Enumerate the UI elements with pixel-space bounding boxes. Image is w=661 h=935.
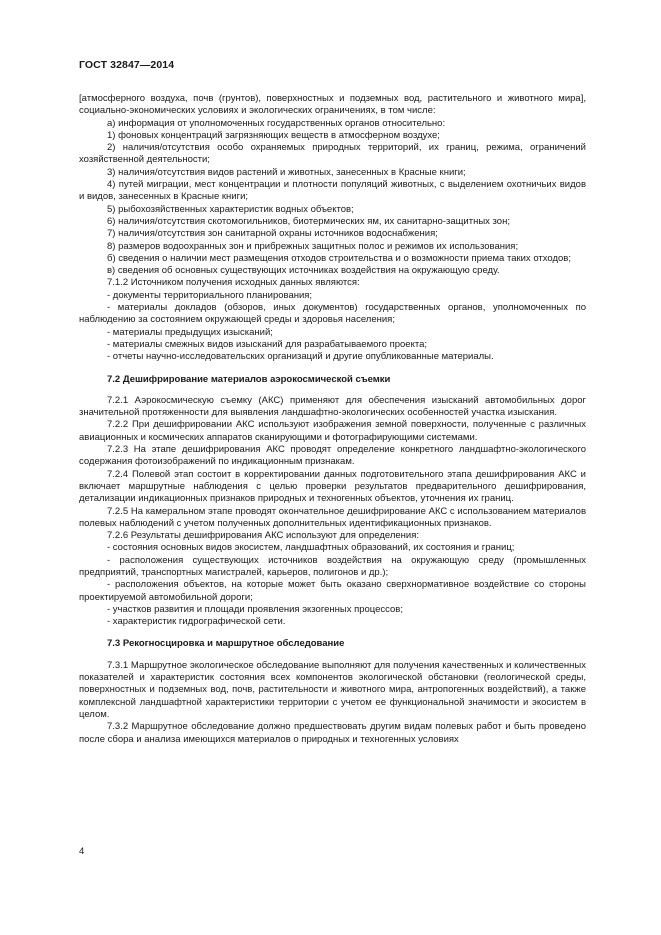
list-item: - расположения существующих источников воздействия на окружающую среду (промышленных предприятий, транспортных магистралей, карьеров, полигонов и др.); xyxy=(79,554,586,578)
paragraph: 7.3.1 Маршрутное экологическое обследование выполняют для получения качественных и количественных показателей и характеристик состояния всех компонентов экологической обстановки (геологической среды, поверхностных и подземных вод, почв, растительности и животного мира, антропогенных воздействий), а также комплексной ландшафтной характеристики территории с учетом ее функциональной значимости и экосистем в целом. xyxy=(79,659,586,720)
page-number: 4 xyxy=(79,846,85,857)
paragraph: б) сведения о наличии мест размещения отходов строительства и о возможности приема таких отходов; xyxy=(107,252,571,264)
paragraph: 7.3.2 Маршрутное обследование должно предшествовать другим видам полевых работ и быть проведено после сбора и анализа имеющихся материалов о природных и техногенных условиях xyxy=(79,721,586,745)
list-item: 4) путей миграции, мест концентрации и плотности популяций животных, с выделением охотничьих видов и видов, занесенных в Красные книги; xyxy=(79,179,586,203)
list-item: 6) наличия/отсутствия скотомогильников, биотермических ям, их санитарно-защитных зон; xyxy=(107,215,510,227)
list-item: - расположения объектов, на которые может быть оказано сверхнормативное воздействие со стороны проектируемой автомобильной дороги; xyxy=(79,579,586,603)
paragraph: [атмосферного воздуха, почв (грунтов), поверхностных и подземных вод, растительного и животного мира], социально-экономических условиях и экологических ограничениях, в том числе: xyxy=(79,93,586,117)
list-item: 7) наличия/отсутствия зон санитарной охраны источников водоснабжения; xyxy=(107,228,438,240)
paragraph: 7.2.6 Результаты дешифрирования АКС используют для определения: xyxy=(107,530,419,542)
list-item: 1) фоновых концентраций загрязняющих веществ в атмосферном воздухе; xyxy=(107,129,440,141)
list-item: - документы территориального планирования; xyxy=(107,289,313,301)
list-item: - материалы предыдущих изысканий; xyxy=(107,326,273,338)
paragraph: 7.1.2 Источником получения исходных данных являются: xyxy=(107,277,360,289)
list-item: - характеристик гидрографической сети. xyxy=(107,616,286,628)
list-item: - отчеты научно-исследовательских организаций и другие опубликованные материалы. xyxy=(107,351,494,363)
paragraph: 7.2.5 На камеральном этапе проводят окончательное дешифрирование АКС с использованием материалов полевых наблюдений с учетом полученных дополнительных идентификационных признаков. xyxy=(79,505,586,529)
document-header: ГОСТ 32847—2014 xyxy=(79,59,175,71)
paragraph: 7.2.3 На этапе дешифрирования АКС проводят определение конкретного ландшафтно-экологического содержания фотоизображений по индикационным признакам. xyxy=(79,444,586,468)
section-heading-7-2: 7.2 Дешифрирование материалов аэрокосмической съемки xyxy=(107,373,391,385)
list-item: - материалы докладов (обзоров, иных документов) государственных органов, уполномоченных по наблюдению за состоянием окружающей среды и здоровья населения; xyxy=(79,302,586,326)
paragraph: 7.2.1 Аэрокосмическую съемку (АКС) применяют для обеспечения изысканий автомобильных дорог значительной протяженности для выявления ландшафтно-экологических особенностей участка изыскания. xyxy=(79,394,586,419)
list-item: 5) рыбохозяйственных характеристик водных объектов; xyxy=(107,203,354,215)
paragraph: в) сведения об основных существующих источниках воздействия на окружающую среду. xyxy=(107,265,500,277)
section-heading-7-3: 7.3 Рекогносцировка и маршрутное обследование xyxy=(107,638,345,650)
list-item: 3) наличия/отсутствия видов растений и животных, занесенных в Красные книги; xyxy=(107,166,466,178)
list-item: - участков развития и площади проявления экзогенных процессов; xyxy=(107,603,403,615)
list-item: - материалы смежных видов изысканий для разрабатываемого проекта; xyxy=(107,338,428,350)
paragraph: 7.2.4 Полевой этап состоит в корректировании данных подготовительного этапа дешифрирования АКС и включает маршрутные наблюдения с целью проверки результатов предварительного дешифрирования, детализации индикационных признаков природных и техногенных объектов, уточнения их границ. xyxy=(79,468,586,505)
list-item: - состояния основных видов экосистем, ландшафтных образований, их состояния и границ; xyxy=(107,542,515,554)
paragraph: 7.2.2 При дешифрировании АКС используют изображения земной поверхности, полученные с различных авиационных и космических аппаратов сканирующими и фотографирующими системами. xyxy=(79,419,586,443)
document-body xyxy=(79,93,586,746)
paragraph: а) информация от уполномоченных государственных органов относительно: xyxy=(107,117,446,129)
list-item: 8) размеров водоохранных зон и прибрежных защитных полос и режимов их использования; xyxy=(107,240,519,252)
list-item: 2) наличия/отсутствия особо охраняемых природных территорий, их границ, режима, ограничений хозяйственной деятельности; xyxy=(79,142,586,166)
